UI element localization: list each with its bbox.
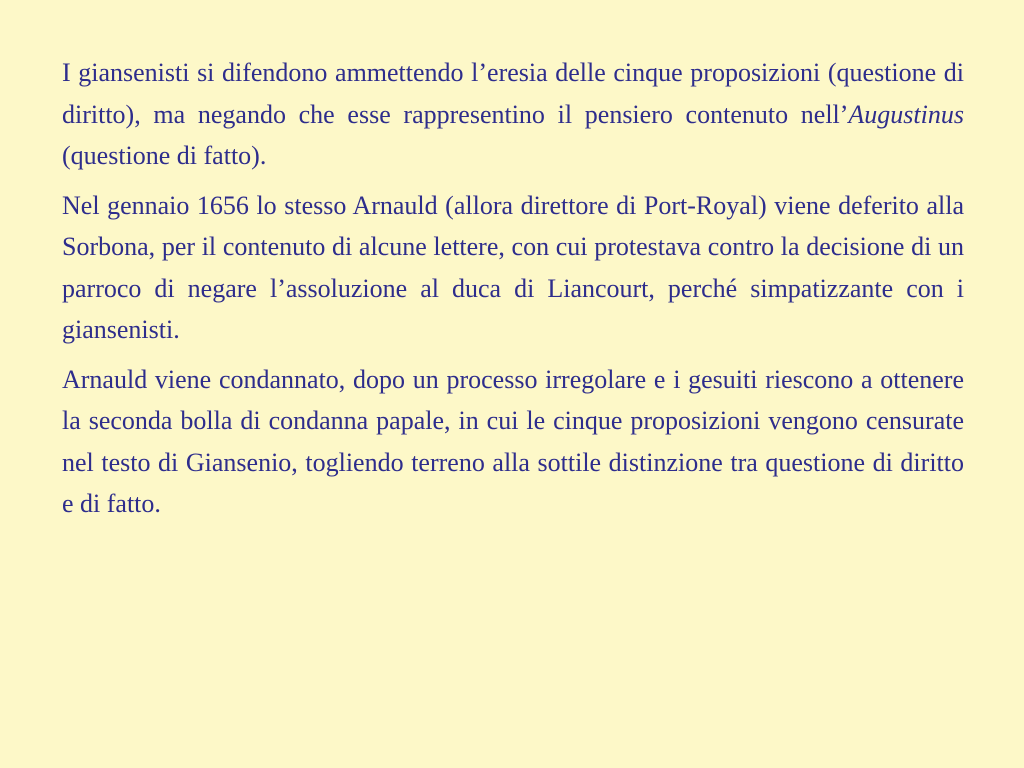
augustinus-title: Augustinus bbox=[848, 99, 964, 129]
paragraph-jansenist-defense bbox=[62, 52, 964, 177]
paragraph-1-text-end: (questione di fatto). bbox=[62, 141, 267, 170]
paragraph-arnauld-sorbonne: Nel gennaio 1656 lo stesso Arnauld (allora direttore di Port-Royal) viene deferito alla Sorbona, per il contenuto di alcune lettere, con cui protestava contro la decisione di un parroco di negare l’assoluzione al duca di Liancourt, perché simpatizzante con i giansenisti. bbox=[62, 190, 964, 344]
paragraph-1-text: I giansenisti si difendono ammettendo l’eresia delle cinque proposizioni (questione di diritto), ma negando che esse rappresentino il pensiero contenuto nell’ bbox=[62, 58, 964, 129]
slide-text-body bbox=[62, 52, 964, 533]
paragraph-arnauld-condemned: Arnauld viene condannato, dopo un processo irregolare e i gesuiti riescono a ottenere la seconda bolla di condanna papale, in cui le cinque proposizioni vengono censurate nel testo di Giansenio, togliendo terreno alla sottile distinzione tra questione di diritto e di fatto. bbox=[62, 364, 964, 518]
